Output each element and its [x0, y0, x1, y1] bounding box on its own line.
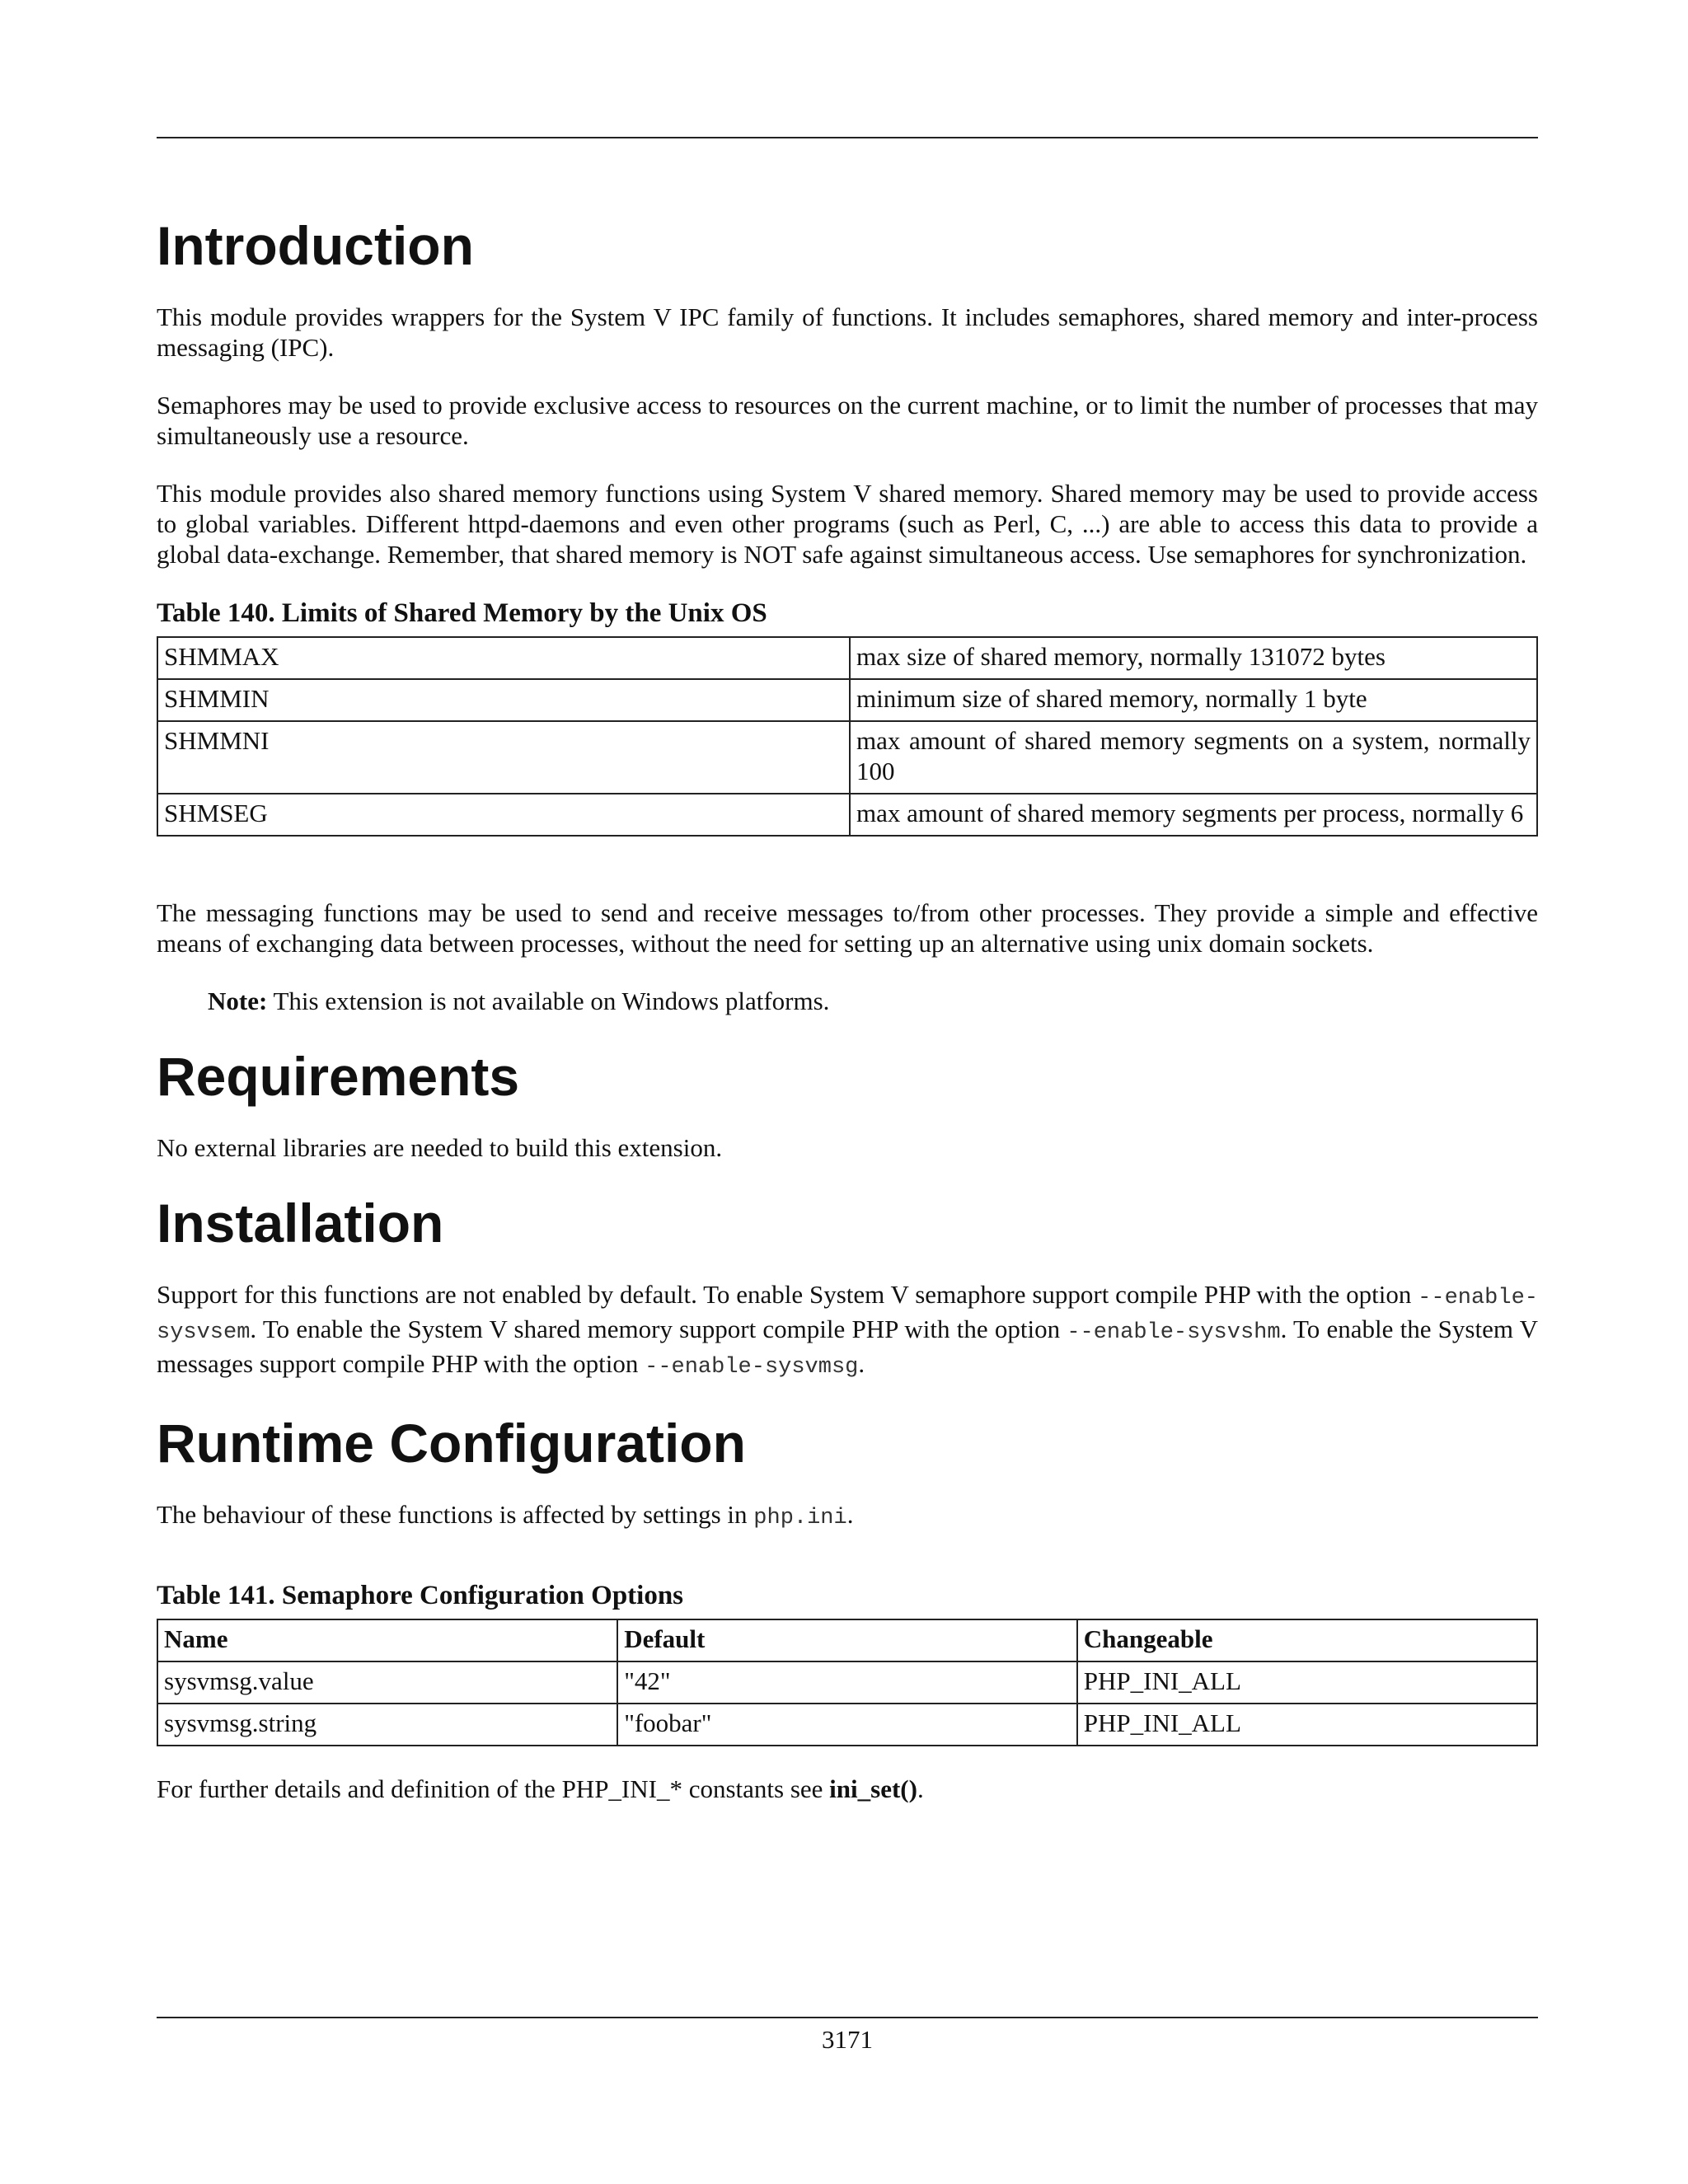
table-cell-key: SHMMIN [157, 679, 850, 721]
page-number: 3171 [822, 2025, 873, 2054]
note-label: Note: [208, 987, 268, 1015]
php-ini-filename: php.ini [753, 1506, 847, 1530]
table-cell-changeable: PHP_INI_ALL [1077, 1704, 1537, 1746]
column-header-changeable: Changeable [1077, 1619, 1537, 1661]
table-cell-value: minimum size of shared memory, normally 1 byte [850, 679, 1537, 721]
option-enable-sysvsem: --enable-sysvsem [157, 1286, 1538, 1345]
note-text: This extension is not available on Windows platforms. [267, 987, 830, 1015]
table-cell-value: max size of shared memory, normally 131072 bytes [850, 637, 1537, 679]
table-row [157, 1661, 1537, 1704]
column-header-name: Name [157, 1619, 617, 1661]
constants-paragraph [157, 1774, 1538, 1804]
header-rule [157, 137, 1538, 138]
heading-introduction: Introduction [157, 215, 474, 276]
spacer [157, 1561, 1538, 1579]
table-140 [157, 636, 1538, 837]
table-141-title: Table 141. Semaphore Configuration Options [157, 1581, 684, 1610]
document-page [157, 0, 1538, 2184]
heading-requirements: Requirements [157, 1046, 520, 1107]
page-content [157, 213, 1538, 1831]
intro-paragraph-3: This module provides also shared memory functions using System V shared memory. Shared memory may be used to provide access to global variables. Different httpd-daemons and even other programs (such as Perl, C, ...) are able to access this data to provide a global data-exchange. Remember, that shared memory is NOT safe against simultaneous access. Use semaphores for synchronization. [157, 479, 1538, 569]
table-cell-name: sysvmsg.value [157, 1661, 617, 1704]
table-141 [157, 1619, 1538, 1746]
table-row [157, 637, 1537, 679]
ini-set-function-link[interactable]: ini_set() [829, 1774, 917, 1803]
installation-text-2: . To enable the System V shared memory support compile PHP with the option [250, 1315, 1067, 1343]
runtime-text-2: . [846, 1500, 854, 1529]
table-row [157, 721, 1537, 794]
heading-installation: Installation [157, 1193, 444, 1254]
table-cell-default: "42" [617, 1661, 1077, 1704]
intro-paragraph-1: This module provides wrappers for the System V IPC family of functions. It includes semaphores, shared memory and inter-process messaging (IPC). [157, 302, 1538, 362]
heading-runtime-configuration: Runtime Configuration [157, 1413, 746, 1474]
table-header-row [157, 1619, 1537, 1661]
constants-text-2: . [917, 1774, 924, 1803]
table-cell-value: max amount of shared memory segments per process, normally 6 [850, 794, 1537, 836]
footer-rule [157, 2017, 1538, 2018]
option-enable-sysvmsg: --enable-sysvmsg [645, 1355, 859, 1380]
table-row [157, 794, 1537, 836]
installation-text-4: . [858, 1349, 865, 1378]
table-row [157, 679, 1537, 721]
installation-text-1: Support for this functions are not enabled by default. To enable System V semaphore support compile PHP with the option [157, 1280, 1418, 1309]
installation-text-3: . To enable the System V messages support compile PHP with the option [157, 1315, 1539, 1378]
column-header-default: Default [617, 1619, 1077, 1661]
installation-paragraph [157, 1279, 1538, 1383]
table-cell-key: SHMSEG [157, 794, 850, 836]
table-cell-value: max amount of shared memory segments on a system, normally 100 [850, 721, 1537, 794]
option-enable-sysvshm: --enable-sysvshm [1067, 1320, 1281, 1345]
table-cell-name: sysvmsg.string [157, 1704, 617, 1746]
table-cell-changeable: PHP_INI_ALL [1077, 1661, 1537, 1704]
table-row [157, 1704, 1537, 1746]
constants-text-1: For further details and definition of the PHP_INI_* constants see [157, 1774, 830, 1803]
intro-paragraph-2: Semaphores may be used to provide exclusive access to resources on the current machine, or to limit the number of processes that may simultaneously use a resource. [157, 391, 1538, 450]
runtime-text-1: The behaviour of these functions is affected by settings in [157, 1500, 754, 1529]
table-cell-key: SHMMNI [157, 721, 850, 794]
note-paragraph [208, 986, 1538, 1016]
table-cell-default: "foobar" [617, 1704, 1077, 1746]
requirements-paragraph: No external libraries are needed to build this extension. [157, 1133, 723, 1162]
runtime-paragraph [157, 1499, 1538, 1534]
messaging-paragraph: The messaging functions may be used to send and receive messages to/from other processes. They provide a simple and effective means of exchanging data between processes, without the need for setting up an alternative using unix domain sockets. [157, 898, 1538, 958]
table-cell-key: SHMMAX [157, 637, 850, 679]
table-140-title: Table 140. Limits of Shared Memory by the Unix OS [157, 598, 767, 628]
